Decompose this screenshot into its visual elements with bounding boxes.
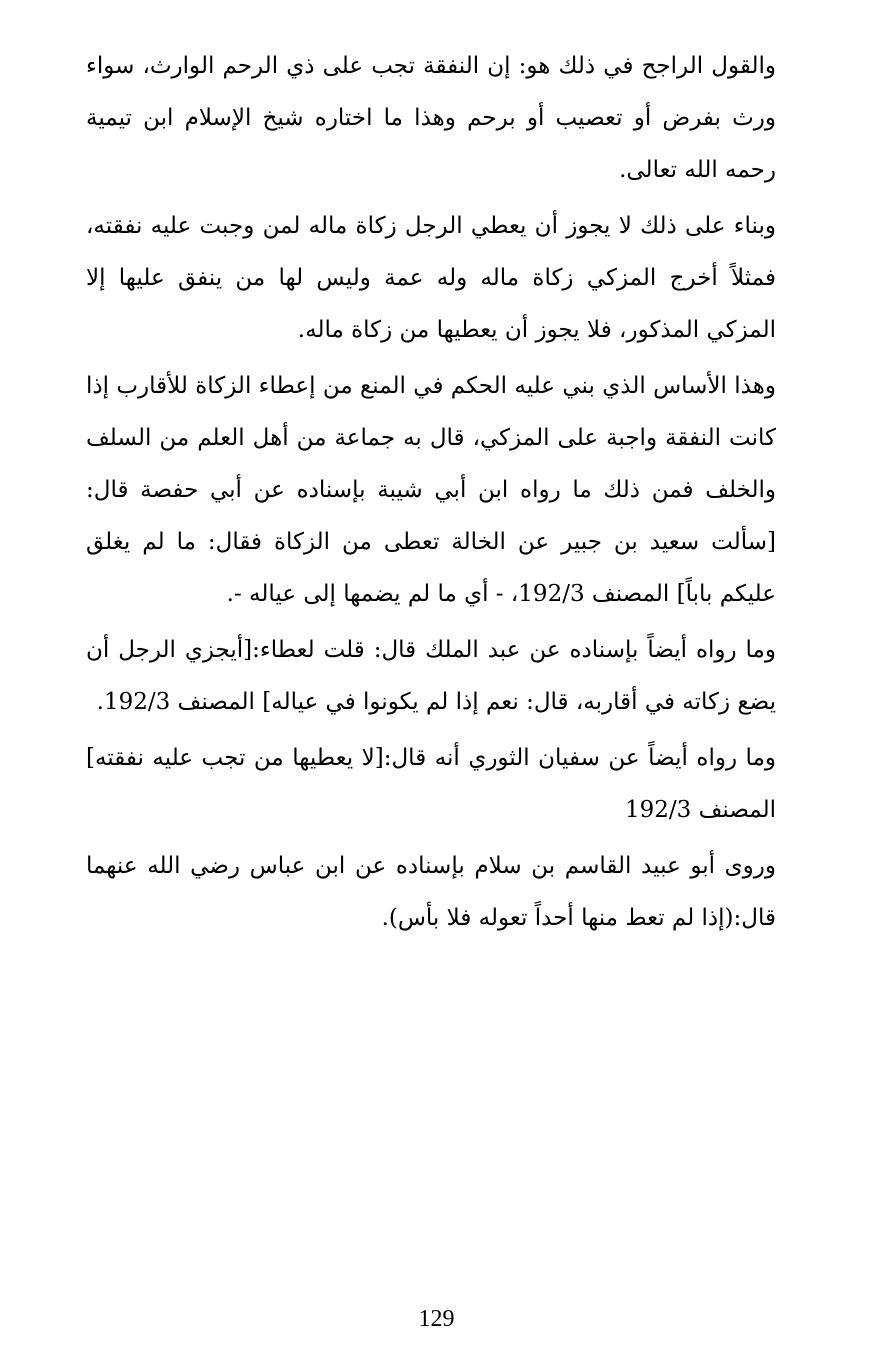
page-body-text bbox=[86, 40, 776, 948]
paragraph-preferred-opinion: والقول الراجح في ذلك هو: إن النفقة تجب على ذي الرحم الوارث، سواء ورث بفرض أو تعصيب أو برحم وهذا ما اختاره شيخ الإسلام ابن تيمية رحمه الله تعالى. bbox=[86, 53, 776, 183]
paragraph-abd-al-malik-narration: وما رواه أيضاً بإسناده عن عبد الملك قال: قلت لعطاء:[أيجزي الرجل أن يضع زكاته في أقاربه، قال: نعم إذا لم يكونوا في عياله] المصنف 192/3. bbox=[86, 637, 776, 715]
paragraph-sufyan-narration: وما رواه أيضاً عن سفيان الثوري أنه قال:[لا يعطيها من تجب عليه نفقته] المصنف 192/3 bbox=[86, 745, 776, 823]
paragraph-abu-ubayd-narration: وروى أبو عبيد القاسم بن سلام بإسناده عن ابن عباس رضي الله عنهما قال:(إذا لم تعط منها أحداً تعوله فلا بأس). bbox=[86, 853, 776, 931]
paragraph-ibn-abi-shaybah-narration: وهذا الأساس الذي بني عليه الحكم في المنع من إعطاء الزكاة للأقارب إذا كانت النفقة واجبة على المزكي، قال به جماعة من أهل العلم من السلف والخلف فمن ذلك ما رواه ابن أبي شيبة بإسناده عن أبي حفصة قال:[سألت سعيد بن جبير عن الخالة تعطى من الزكاة فقال: ما لم يغلق عليكم باباً] المصنف 192/3، - أي ما لم يضمها إلى عياله -. bbox=[86, 373, 776, 607]
paragraph-zakat-ruling: وبناء على ذلك لا يجوز أن يعطي الرجل زكاة ماله لمن وجبت عليه نفقته، فمثلاً أخرج المزكي زكاة ماله وله عمة وليس لها من ينفق عليها إلا المزكي المذكور، فلا يجوز أن يعطيها من زكاة ماله. bbox=[86, 213, 776, 343]
page-number: 129 bbox=[418, 1306, 455, 1332]
